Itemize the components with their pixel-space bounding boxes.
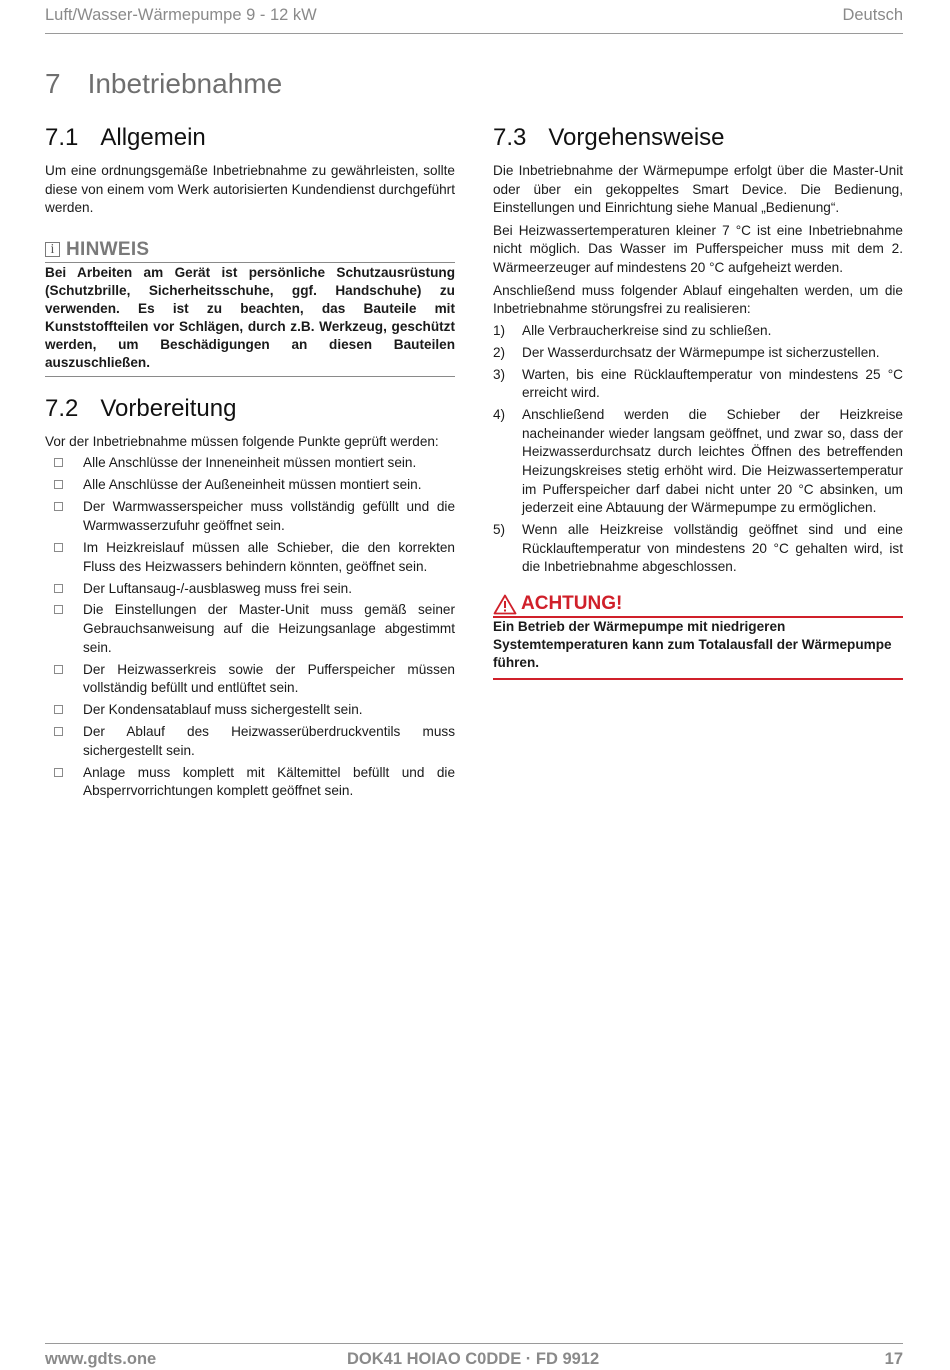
warning-text: Ein Betrieb der Wärmepumpe mit niedrigeren Systemtemperaturen kann zum Totalausfall der Wärmepumpe führen. <box>493 618 903 680</box>
footer-website: www.gdts.one <box>45 1350 157 1368</box>
chapter-title <box>45 68 282 100</box>
square-bullet-icon <box>54 584 63 593</box>
square-bullet-icon <box>54 705 63 714</box>
procedure-steps <box>493 322 903 577</box>
right-column <box>493 122 903 680</box>
page-header <box>45 6 903 34</box>
section-heading <box>493 122 903 154</box>
warning-triangle-icon <box>493 594 517 615</box>
chapter-title-text: Inbetriebnahme <box>87 68 283 99</box>
warning-box <box>493 593 903 680</box>
paragraph: Vor der Inbetriebnahme müssen folgende Punkte geprüft werden: <box>45 433 439 449</box>
list-item: 1) Alle Verbraucherkreise sind zu schließen. <box>493 322 772 338</box>
square-bullet-icon <box>54 458 63 467</box>
notice-text: Bei Arbeiten am Gerät ist persönliche Schutzausrüstung (Schutzbrille, Sicherheitsschuhe, ggf. Handschuhe) zu verwenden. Es ist zu beachten, das Bauteile mit Kunststoffteilen vor Schlägen, durch z.B. Werkzeug, geschützt werden, um Beschädigungen an diesen Bauteilen auszuschließen. <box>45 263 455 377</box>
section-allgemein <box>45 122 455 377</box>
paragraph: Die Inbetriebnahme der Wärmepumpe erfolgt über die Master-Unit oder über ein gekoppeltes Smart Device. Die Bedienung, Einstellungen und Einrichtung siehe Manual „Bedienung“. <box>493 163 903 216</box>
list-item: Die Einstellungen der Master-Unit muss gemäß seiner Gebrauchsanweisung auf die Heizungsanlage abgestimmt sein. <box>45 601 455 657</box>
square-bullet-icon <box>54 768 63 777</box>
list-item: Der Ablauf des Heizwasserüberdruckventils muss sichergestellt sein. <box>45 723 455 760</box>
list-item: 5) Wenn alle Heizkreise vollständig geöffnet sind und eine Rücklauftemperatur von mindestens 20 °C gehalten wird, ist die Inbetriebnahme abgeschlossen. <box>493 522 903 575</box>
list-item: Alle Anschlüsse der Außeneinheit müssen montiert sein. <box>45 476 455 495</box>
list-item: Alle Anschlüsse der Inneneinheit müssen montiert sein. <box>45 454 455 473</box>
section-title: Vorbereitung <box>100 394 237 422</box>
notice-label: HINWEIS <box>66 238 150 260</box>
square-bullet-icon <box>54 605 63 614</box>
square-bullet-icon <box>54 727 63 736</box>
warning-label: ACHTUNG! <box>521 593 623 615</box>
list-item: 2) Der Wasserdurchsatz der Wärmepumpe ist sicherzustellen. <box>493 344 880 360</box>
left-column <box>45 122 455 804</box>
list-item: Anlage muss komplett mit Kältemittel befüllt und die Absperrvorrichtungen komplett geöffnet sein. <box>45 764 455 801</box>
square-bullet-icon <box>54 480 63 489</box>
section-vorgehensweise <box>493 122 903 680</box>
list-item: Der Heizwasserkreis sowie der Pufferspeicher müssen vollständig befüllt und entlüftet sein. <box>45 661 455 698</box>
list-item: Im Heizkreislauf müssen alle Schieber, die den korrekten Fluss des Heizwassers behindern könnten, geöffnet sein. <box>45 539 455 576</box>
square-bullet-icon <box>54 665 63 674</box>
paragraph: Anschließend muss folgender Ablauf eingehalten werden, um die Inbetriebnahme störungsfrei zu realisieren: <box>493 282 903 317</box>
notice-box <box>45 239 455 377</box>
header-product-title: Luft/Wasser-Wärmepumpe 9 - 12 kW <box>45 6 317 24</box>
paragraph: Bei Heizwassertemperaturen kleiner 7 °C ist eine Inbetriebnahme nicht möglich. Das Wasser im Pufferspeicher muss mit dem 2. Wärmeerzeuger auf mindestens 20 °C aufgeheizt werden. <box>493 222 903 275</box>
section-title: Allgemein <box>100 124 206 151</box>
footer-document-code: DOK41 HOIAO C0DDE · FD 9912 <box>347 1350 600 1368</box>
section-heading <box>45 122 455 154</box>
square-bullet-icon <box>54 502 63 511</box>
section-heading <box>45 393 455 425</box>
list-item: Der Kondensatablauf muss sichergestellt sein. <box>45 701 455 720</box>
section-title: Vorgehensweise <box>548 124 725 151</box>
list-item: 3) Warten, bis eine Rücklauftemperatur von mindestens 25 °C erreicht wird. <box>493 366 903 401</box>
warning-header <box>493 593 903 618</box>
info-icon: i <box>45 242 60 257</box>
paragraph: Um eine ordnungsgemäße Inbetriebnahme zu gewährleisten, sollte diese von einem vom Werk autorisierten Kundendienst durchgeführt werden. <box>45 163 455 216</box>
square-bullet-icon <box>54 543 63 552</box>
notice-header <box>45 239 455 263</box>
header-language: Deutsch <box>842 6 903 24</box>
checklist <box>45 454 455 801</box>
page-footer <box>45 1343 903 1370</box>
section-number: 7.3 <box>493 124 527 151</box>
page-number: 17 <box>884 1350 903 1368</box>
chapter-number: 7 <box>45 68 61 99</box>
section-vorbereitung <box>45 393 455 801</box>
list-item: Der Warmwasserspeicher muss vollständig gefüllt und die Warmwasserzufuhr geöffnet sein. <box>45 498 455 535</box>
list-item: Der Luftansaug-/-ausblasweg muss frei sein. <box>45 580 455 599</box>
list-item: 4) Anschließend werden die Schieber der Heizkreise nacheinander wieder langsam geöffnet, und zwar so, dass der Heizwasserdurchsatz durch leichtes Öffnen des betreffenden Heizungskreises stetig erhöht wird. Die Heizwassertemperatur im Pufferspeicher darf dabei nicht unter 20 °C absinken, um jederzeit eine Abtauung der Wärmepumpe zu ermöglichen. <box>493 407 903 516</box>
section-number: 7.1 <box>45 124 79 151</box>
section-number: 7.2 <box>45 394 79 422</box>
